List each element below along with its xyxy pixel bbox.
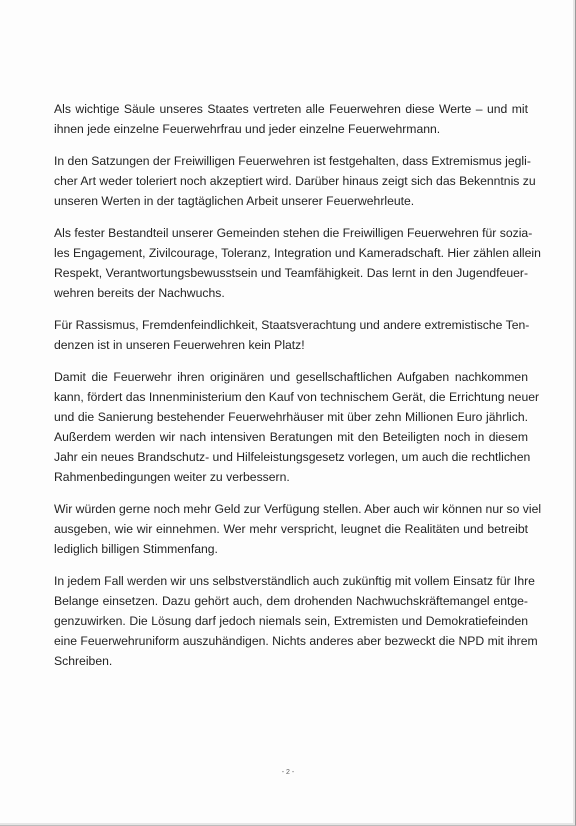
text-line: Als wichtige Säule unseres Staates vertreten alle Feuerwehren diese Werte – und mit [54,102,528,116]
text-line: lediglich billigen Stimmenfang. [54,542,218,556]
text-line: wehren bereits der Nachwuchs. [54,286,225,300]
text-line: ihnen jede einzelne Feuerwehrfrau und jeder einzelne Feuerwehrmann. [54,122,441,136]
text-line: Belange einsetzen. Dazu gehört auch, dem drohenden Nachwuchskräftemangel entge- [54,594,528,608]
text-line: kann, fördert das Innenministerium den Kauf von technischem Gerät, die Errichtung neuer [54,390,540,404]
text-line: ausgeben, wie wir einnehmen. Wer mehr verspricht, leugnet die Realitäten und betreibt [54,522,528,536]
paragraph-4 [54,315,528,355]
text-line: Als fester Bestandteil unserer Gemeinden stehen die Freiwilligen Feuerwehren für sozia- [54,226,533,240]
paragraph-6 [54,499,542,559]
page-number: - 2 - [281,769,295,776]
text-line: In den Satzungen der Freiwilligen Feuerwehren ist festgehalten, dass Extremismus jegli- [54,154,531,168]
text-line: Außerdem werden wir nach intensiven Beratungen mit den Beteiligten noch in diesem [54,430,528,444]
paragraph-5 [54,367,540,487]
text-line: denzen ist in unseren Feuerwehren kein Platz! [54,338,305,352]
text-line: eine Feuerwehruniform auszuhändigen. Nichts anderes aber bezweckt die NPD mit ihrem [54,634,538,648]
text-line: genzuwirken. Die Lösung darf jedoch niemals sein, Extremisten und Demokratiefeinden [54,614,528,628]
paragraph-7 [54,571,538,671]
text-line: Wir würden gerne noch mehr Geld zur Verfügung stellen. Aber auch wir können nur so viel [54,502,542,516]
paragraph-1 [54,99,528,139]
letter-body [54,99,542,683]
text-line: Rahmenbedingungen weiter zu verbessern. [54,470,290,484]
text-line: cher Art weder toleriert noch akzeptiert wird. Darüber hinaus zeigt sich das Bekenntnis zu [54,174,536,188]
text-line: Respekt, Verantwortungsbewusstsein und Teamfähigkeit. Das lernt in den Jugendfeuer- [54,266,528,280]
text-line: les Engagement, Zivilcourage, Toleranz, Integration und Kameradschaft. Hier zählen allein [54,246,541,260]
text-line: Für Rassismus, Fremdenfeindlichkeit, Staatsverachtung und andere extremistische Ten- [54,318,530,332]
text-line: In jedem Fall werden wir uns selbstverständlich auch zukünftig mit vollem Einsatz für Ihre [54,574,535,588]
text-line: und die Sanierung bestehender Feuerwehrhäuser mit über zehn Millionen Euro jährlich. [54,410,528,424]
text-line: unseren Werten in der tagtäglichen Arbeit unserer Feuerwehrleute. [54,194,415,208]
text-line: Schreiben. [54,654,113,668]
text-line: Jahr ein neues Brandschutz- und Hilfeleistungsgesetz vorlegen, um auch die rechtlichen [54,450,531,464]
paragraph-2 [54,151,536,211]
paragraph-3 [54,223,541,303]
text-line: Damit die Feuerwehr ihren originären und gesellschaftlichen Aufgaben nachkommen [54,370,528,384]
